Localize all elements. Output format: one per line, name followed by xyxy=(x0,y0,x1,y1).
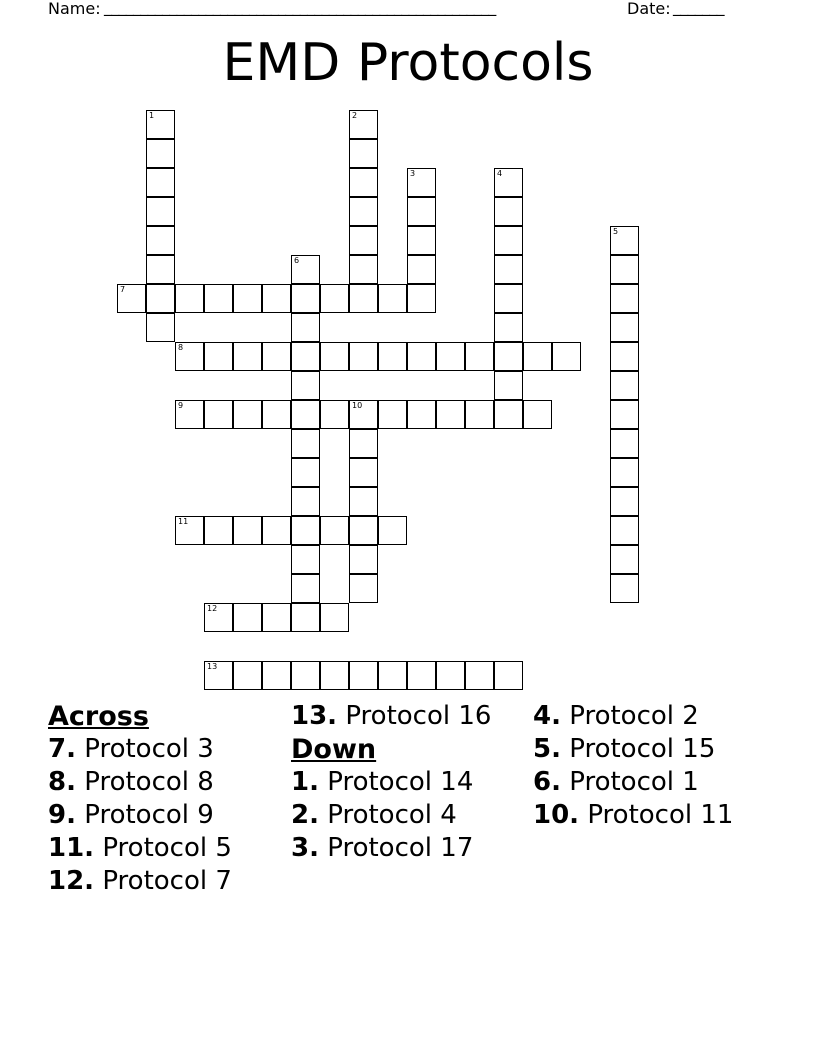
grid-cell[interactable] xyxy=(349,226,378,255)
grid-cell[interactable] xyxy=(262,342,291,371)
grid-cell[interactable] xyxy=(494,342,523,371)
clue-number-label: 5 xyxy=(613,227,619,236)
grid-cell[interactable] xyxy=(494,197,523,226)
grid-cell[interactable] xyxy=(291,516,320,545)
grid-cell[interactable] xyxy=(233,661,262,690)
grid-cell[interactable] xyxy=(291,545,320,574)
name-blank-field[interactable]: ______________________________________________________ xyxy=(104,0,496,16)
grid-cell[interactable] xyxy=(262,400,291,429)
grid-cell[interactable] xyxy=(320,661,349,690)
clue-number-label: 9 xyxy=(178,401,184,410)
grid-cell[interactable] xyxy=(610,255,639,284)
clue-column-1 xyxy=(48,702,288,900)
grid-cell[interactable] xyxy=(436,661,465,690)
clue-number-label: 6 xyxy=(294,256,300,265)
grid-cell[interactable] xyxy=(204,603,233,632)
grid-cell[interactable] xyxy=(552,342,581,371)
clue-across-8: 8. Protocol 8 xyxy=(48,767,214,797)
grid-cell[interactable] xyxy=(523,400,552,429)
grid-cell[interactable] xyxy=(494,255,523,284)
grid-cell[interactable] xyxy=(146,226,175,255)
grid-cell[interactable] xyxy=(233,603,262,632)
grid-cell[interactable] xyxy=(610,487,639,516)
date-label: Date: xyxy=(627,0,671,18)
grid-cell[interactable] xyxy=(407,226,436,255)
grid-cell[interactable] xyxy=(291,661,320,690)
grid-cell[interactable] xyxy=(291,603,320,632)
date-blank-field[interactable]: _______ xyxy=(673,0,724,16)
clue-column-2 xyxy=(291,702,531,867)
page-title: EMD Protocols xyxy=(222,33,594,93)
grid-cell[interactable] xyxy=(610,458,639,487)
grid-cell[interactable] xyxy=(349,400,378,429)
grid-cell[interactable] xyxy=(146,110,175,139)
grid-cell[interactable] xyxy=(378,284,407,313)
clue-down-5: 5. Protocol 15 xyxy=(533,734,716,764)
grid-cell[interactable] xyxy=(233,400,262,429)
grid-cell[interactable] xyxy=(320,284,349,313)
clue-across-11: 11. Protocol 5 xyxy=(48,833,232,863)
clue-number-label: 1 xyxy=(149,111,155,120)
clue-number-label: 12 xyxy=(207,604,218,613)
grid-cell[interactable] xyxy=(378,516,407,545)
grid-cell[interactable] xyxy=(233,284,262,313)
grid-cell[interactable] xyxy=(175,342,204,371)
grid-cell[interactable] xyxy=(146,168,175,197)
grid-cell[interactable] xyxy=(291,313,320,342)
grid-cell[interactable] xyxy=(146,139,175,168)
grid-cell[interactable] xyxy=(436,342,465,371)
grid-cell[interactable] xyxy=(204,400,233,429)
grid-cell[interactable] xyxy=(610,516,639,545)
grid-cell[interactable] xyxy=(349,255,378,284)
grid-cell[interactable] xyxy=(262,603,291,632)
grid-cell[interactable] xyxy=(349,197,378,226)
clue-number-label: 10 xyxy=(352,401,363,410)
grid-cell[interactable] xyxy=(407,255,436,284)
grid-cell[interactable] xyxy=(610,226,639,255)
grid-cell[interactable] xyxy=(349,342,378,371)
grid-cell[interactable] xyxy=(610,545,639,574)
grid-cell[interactable] xyxy=(378,342,407,371)
clue-number-label: 3 xyxy=(410,169,416,178)
grid-cell[interactable] xyxy=(291,458,320,487)
grid-cell[interactable] xyxy=(349,139,378,168)
across-heading: Across xyxy=(48,701,149,732)
grid-cell[interactable] xyxy=(407,197,436,226)
grid-cell[interactable] xyxy=(204,516,233,545)
grid-cell[interactable] xyxy=(262,661,291,690)
grid-cell[interactable] xyxy=(146,197,175,226)
grid-cell[interactable] xyxy=(349,516,378,545)
grid-cell[interactable] xyxy=(610,429,639,458)
grid-cell[interactable] xyxy=(349,284,378,313)
name-label: Name: xyxy=(48,0,101,18)
grid-cell[interactable] xyxy=(291,429,320,458)
grid-cell[interactable] xyxy=(465,342,494,371)
grid-cell[interactable] xyxy=(262,516,291,545)
grid-cell[interactable] xyxy=(465,400,494,429)
grid-cell[interactable] xyxy=(494,371,523,400)
grid-cell[interactable] xyxy=(494,284,523,313)
clue-down-1: 1. Protocol 14 xyxy=(291,767,474,797)
grid-cell[interactable] xyxy=(436,400,465,429)
grid-cell[interactable] xyxy=(378,661,407,690)
clue-across-7: 7. Protocol 3 xyxy=(48,734,214,764)
grid-cell[interactable] xyxy=(610,371,639,400)
grid-cell[interactable] xyxy=(291,255,320,284)
clue-down-10: 10. Protocol 11 xyxy=(533,800,734,830)
grid-cell[interactable] xyxy=(407,168,436,197)
grid-cell[interactable] xyxy=(349,429,378,458)
grid-cell[interactable] xyxy=(204,342,233,371)
grid-cell[interactable] xyxy=(175,400,204,429)
grid-cell[interactable] xyxy=(407,342,436,371)
grid-cell[interactable] xyxy=(349,661,378,690)
clue-down-2: 2. Protocol 4 xyxy=(291,800,457,830)
grid-cell[interactable] xyxy=(320,342,349,371)
clue-number-label: 2 xyxy=(352,111,358,120)
grid-cell[interactable] xyxy=(610,284,639,313)
grid-cell[interactable] xyxy=(146,313,175,342)
grid-cell[interactable] xyxy=(291,487,320,516)
grid-cell[interactable] xyxy=(291,284,320,313)
clue-number-label: 4 xyxy=(497,169,503,178)
grid-cell[interactable] xyxy=(291,400,320,429)
grid-cell[interactable] xyxy=(146,255,175,284)
grid-cell[interactable] xyxy=(610,400,639,429)
clue-number-label: 11 xyxy=(178,517,189,526)
grid-cell[interactable] xyxy=(175,284,204,313)
grid-cell[interactable] xyxy=(320,603,349,632)
grid-cell[interactable] xyxy=(320,400,349,429)
grid-cell[interactable] xyxy=(349,574,378,603)
clue-number-label: 7 xyxy=(120,285,126,294)
grid-cell[interactable] xyxy=(146,284,175,313)
grid-cell[interactable] xyxy=(233,516,262,545)
grid-cell[interactable] xyxy=(494,400,523,429)
grid-cell[interactable] xyxy=(494,661,523,690)
grid-cell[interactable] xyxy=(291,574,320,603)
grid-cell[interactable] xyxy=(349,545,378,574)
grid-cell[interactable] xyxy=(291,371,320,400)
clue-number-label: 8 xyxy=(178,343,184,352)
grid-cell[interactable] xyxy=(204,284,233,313)
grid-cell[interactable] xyxy=(291,342,320,371)
grid-cell[interactable] xyxy=(407,661,436,690)
grid-cell[interactable] xyxy=(117,284,146,313)
grid-cell[interactable] xyxy=(378,400,407,429)
grid-cell[interactable] xyxy=(175,516,204,545)
grid-cell[interactable] xyxy=(233,342,262,371)
grid-cell[interactable] xyxy=(262,284,291,313)
grid-cell[interactable] xyxy=(494,226,523,255)
grid-cell[interactable] xyxy=(204,661,233,690)
grid-cell[interactable] xyxy=(349,458,378,487)
clue-across-9: 9. Protocol 9 xyxy=(48,800,214,830)
clue-across-12: 12. Protocol 7 xyxy=(48,866,232,896)
grid-cell[interactable] xyxy=(349,487,378,516)
clue-down-4: 4. Protocol 2 xyxy=(533,701,699,731)
grid-cell[interactable] xyxy=(494,313,523,342)
grid-cell[interactable] xyxy=(349,110,378,139)
down-heading: Down xyxy=(291,734,377,765)
grid-cell[interactable] xyxy=(610,313,639,342)
grid-cell[interactable] xyxy=(407,284,436,313)
clue-number-label: 13 xyxy=(207,662,218,671)
grid-cell[interactable] xyxy=(349,168,378,197)
clue-column-3 xyxy=(533,702,773,834)
grid-cell[interactable] xyxy=(523,342,552,371)
grid-cell[interactable] xyxy=(610,342,639,371)
grid-cell[interactable] xyxy=(494,168,523,197)
grid-cell[interactable] xyxy=(407,400,436,429)
grid-cell[interactable] xyxy=(320,516,349,545)
grid-cell[interactable] xyxy=(465,661,494,690)
clue-down-6: 6. Protocol 1 xyxy=(533,767,699,797)
grid-cell[interactable] xyxy=(610,574,639,603)
clue-across-13: 13. Protocol 16 xyxy=(291,701,492,731)
clue-down-3: 3. Protocol 17 xyxy=(291,833,474,863)
